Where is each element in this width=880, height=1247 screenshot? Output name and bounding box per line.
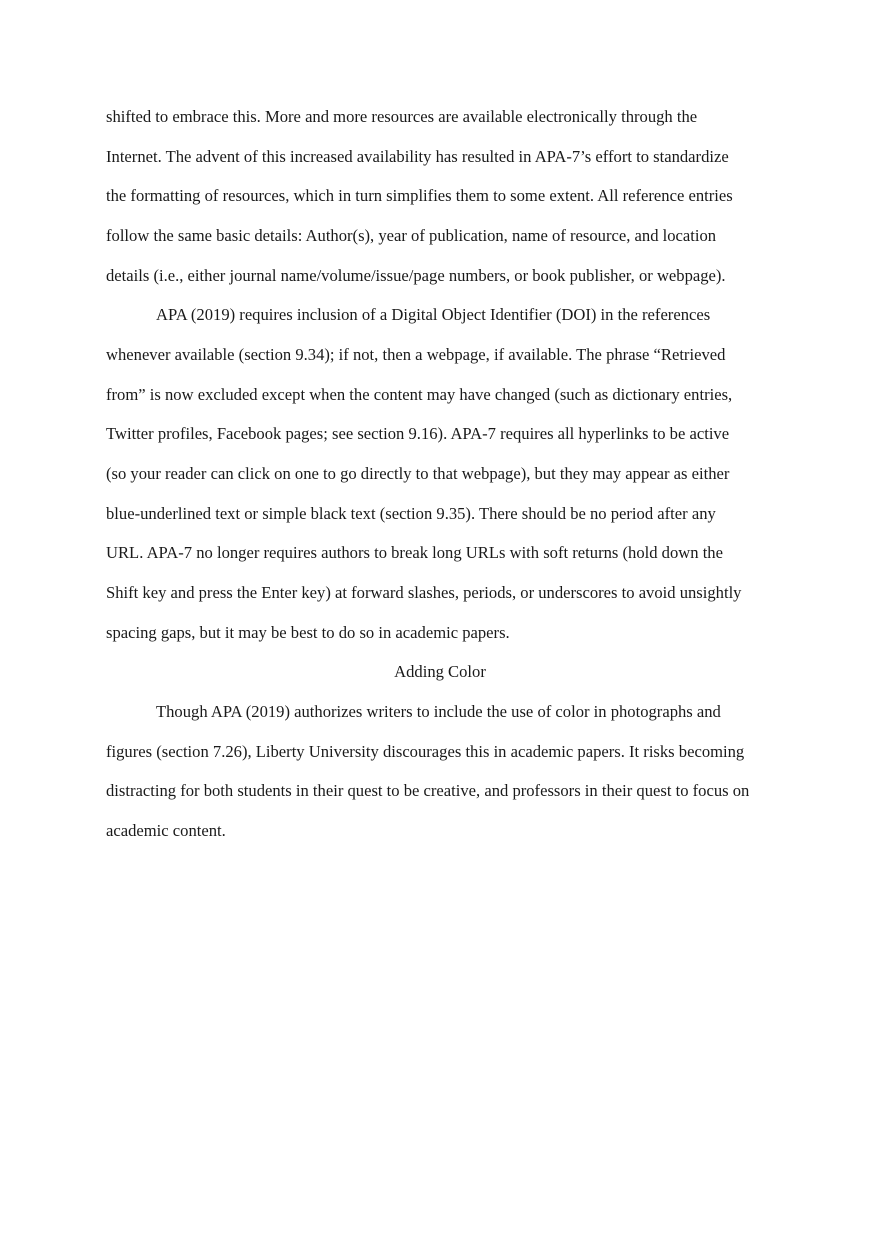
body-text-line: details (i.e., either journal name/volume/issue/page numbers, or book publisher, or webpage). xyxy=(106,266,726,285)
body-text-line: shifted to embrace this. More and more resources are available electronically through the xyxy=(106,107,698,126)
body-text-line: Twitter profiles, Facebook pages; see section 9.16). APA-7 requires all hyperlinks to be active xyxy=(106,424,730,443)
body-text-line: distracting for both students in their quest to be creative, and professors in their quest to focus on xyxy=(106,781,750,800)
body-text-line: from” is now excluded except when the content may have changed (such as dictionary entries, xyxy=(106,385,733,404)
body-text-line: figures (section 7.26), Liberty University discourages this in academic papers. It risks becoming xyxy=(106,742,745,761)
body-text-line: spacing gaps, but it may be best to do so in academic papers. xyxy=(106,623,510,642)
body-text-line: the formatting of resources, which in turn simplifies them to some extent. All reference entries xyxy=(106,186,733,205)
body-text-line: follow the same basic details: Author(s), year of publication, name of resource, and location xyxy=(106,226,717,245)
section-heading: Adding Color xyxy=(394,662,486,681)
body-text-line: blue-underlined text or simple black text (section 9.35). There should be no period after any xyxy=(106,504,716,523)
body-text-line: Internet. The advent of this increased availability has resulted in APA-7’s effort to standardize xyxy=(106,147,729,166)
body-text-line: academic content. xyxy=(106,821,226,840)
body-text-line: (so your reader can click on one to go directly to that webpage), but they may appear as either xyxy=(106,464,730,483)
body-text-line: URL. APA-7 no longer requires authors to break long URLs with soft returns (hold down the xyxy=(106,543,723,562)
body-text-line: APA (2019) requires inclusion of a Digital Object Identifier (DOI) in the references xyxy=(156,305,711,324)
body-text-line: Shift key and press the Enter key) at forward slashes, periods, or underscores to avoid unsightly xyxy=(106,583,742,602)
body-text-line: Though APA (2019) authorizes writers to include the use of color in photographs and xyxy=(156,702,721,721)
body-text-line: whenever available (section 9.34); if not, then a webpage, if available. The phrase “Retrieved xyxy=(106,345,726,364)
